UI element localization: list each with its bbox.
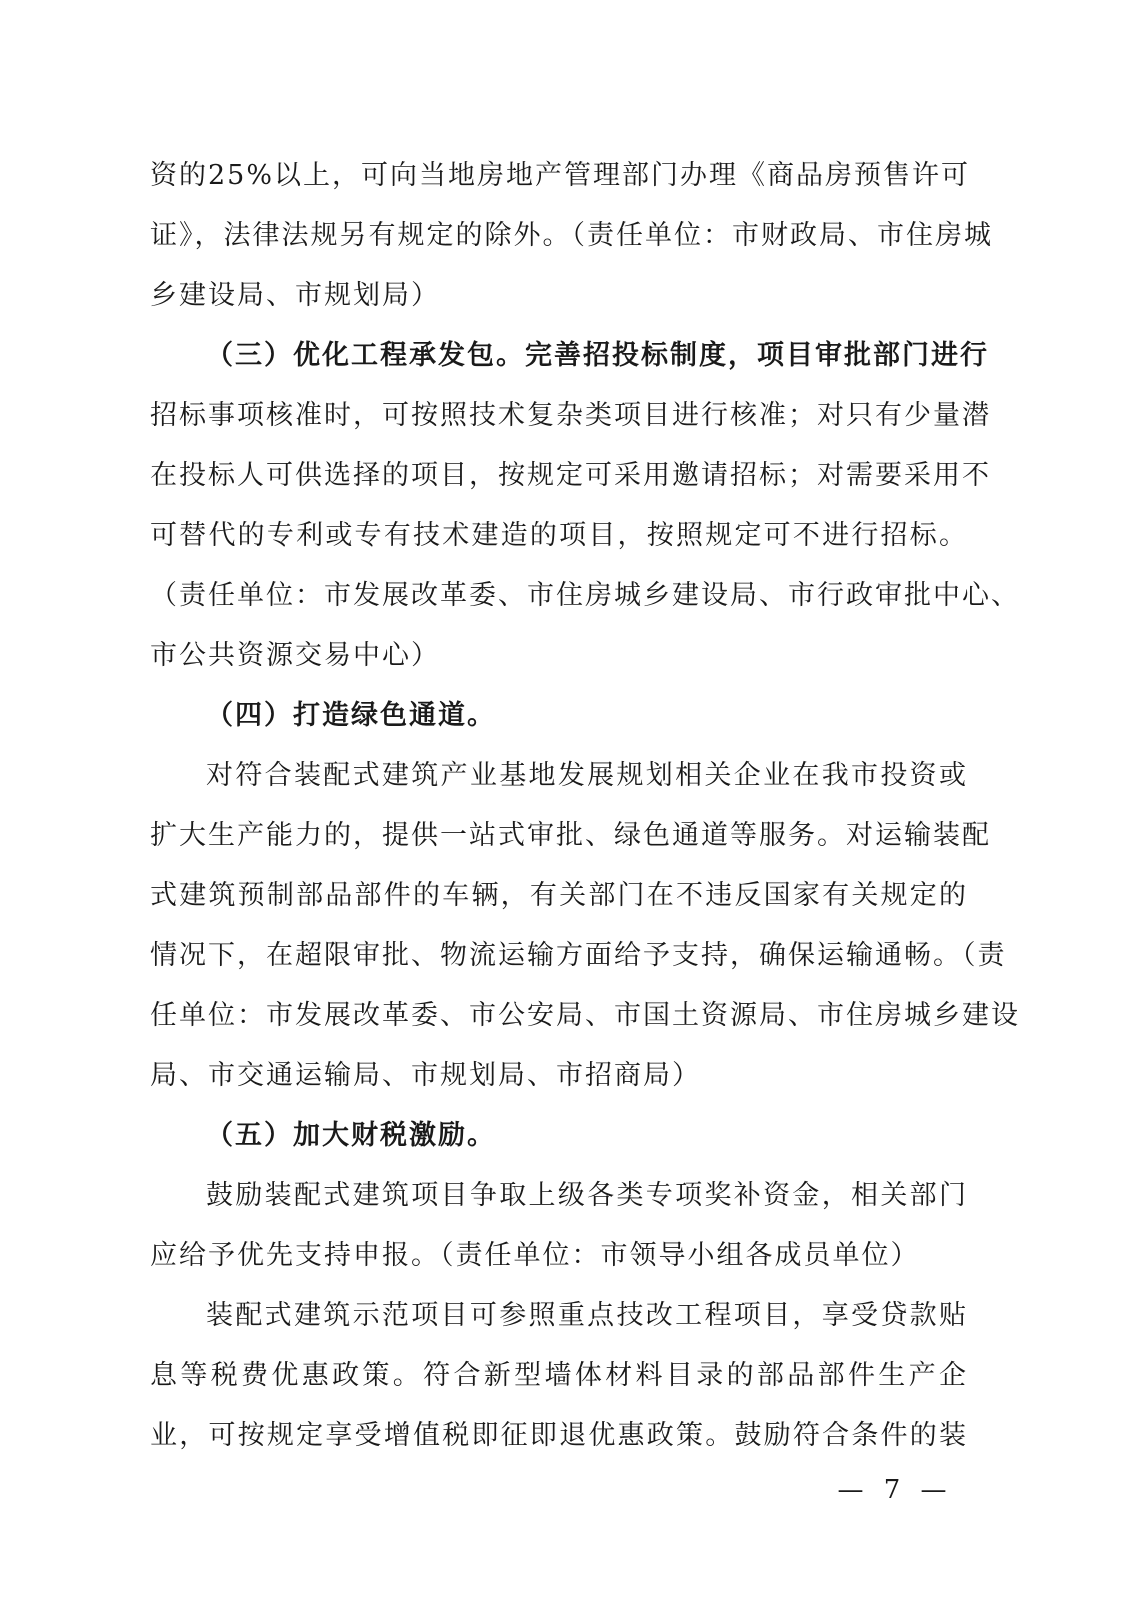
section-heading-three: （三）优化工程承发包。完善招投标制度，项目审批部门进行 [206, 340, 989, 371]
section-heading-five: （五）加大财税激励。 [206, 1120, 496, 1151]
body-text-line: 情况下，在超限审批、物流运输方面给予支持，确保运输通畅。（责 [150, 940, 1007, 971]
body-text-line: 资的25%以上，可向当地房地产管理部门办理《商品房预售许可 [150, 160, 971, 191]
body-text-line: 市公共资源交易中心） [150, 640, 440, 671]
body-text-line: 息等税费优惠政策。符合新型墙体材料目录的部品部件生产企 [150, 1360, 968, 1391]
body-text-line: 可替代的专利或专有技术建造的项目，按照规定可不进行招标。 [150, 520, 968, 551]
page-number: — 7 — [837, 1475, 953, 1505]
body-text-line: 扩大生产能力的，提供一站式审批、绿色通道等服务。对运输装配 [150, 820, 991, 851]
body-text-line: 在投标人可供选择的项目，按规定可采用邀请招标；对需要采用不 [150, 460, 991, 491]
body-text-line: 业，可按规定享受增值税即征即退优惠政策。鼓励符合条件的装 [150, 1420, 968, 1451]
body-text-line: 鼓励装配式建筑项目争取上级各类专项奖补资金，相关部门 [206, 1180, 968, 1211]
body-text-line: （责任单位：市发展改革委、市住房城乡建设局、市行政审批中心、 [150, 580, 1020, 611]
body-text-line: 任单位：市发展改革委、市公安局、市国土资源局、市住房城乡建设 [150, 1000, 1020, 1031]
section-heading-four: （四）打造绿色通道。 [206, 700, 496, 731]
body-text-line: 应给予优先支持申报。（责任单位：市领导小组各成员单位） [150, 1240, 920, 1271]
body-text-line: 式建筑预制部品部件的车辆，有关部门在不违反国家有关规定的 [150, 880, 968, 911]
body-text-line: 局、市交通运输局、市规划局、市招商局） [150, 1060, 701, 1091]
body-text-line: 招标事项核准时，可按照技术复杂类项目进行核准；对只有少量潜 [150, 400, 991, 431]
body-text-line: 证》，法律法规另有规定的除外。（责任单位：市财政局、市住房城 [150, 220, 993, 251]
body-text-line: 乡建设局、市规划局） [150, 280, 440, 311]
body-text-line: 装配式建筑示范项目可参照重点技改工程项目，享受贷款贴 [206, 1300, 968, 1331]
body-text-line: 对符合装配式建筑产业基地发展规划相关企业在我市投资或 [206, 760, 968, 791]
